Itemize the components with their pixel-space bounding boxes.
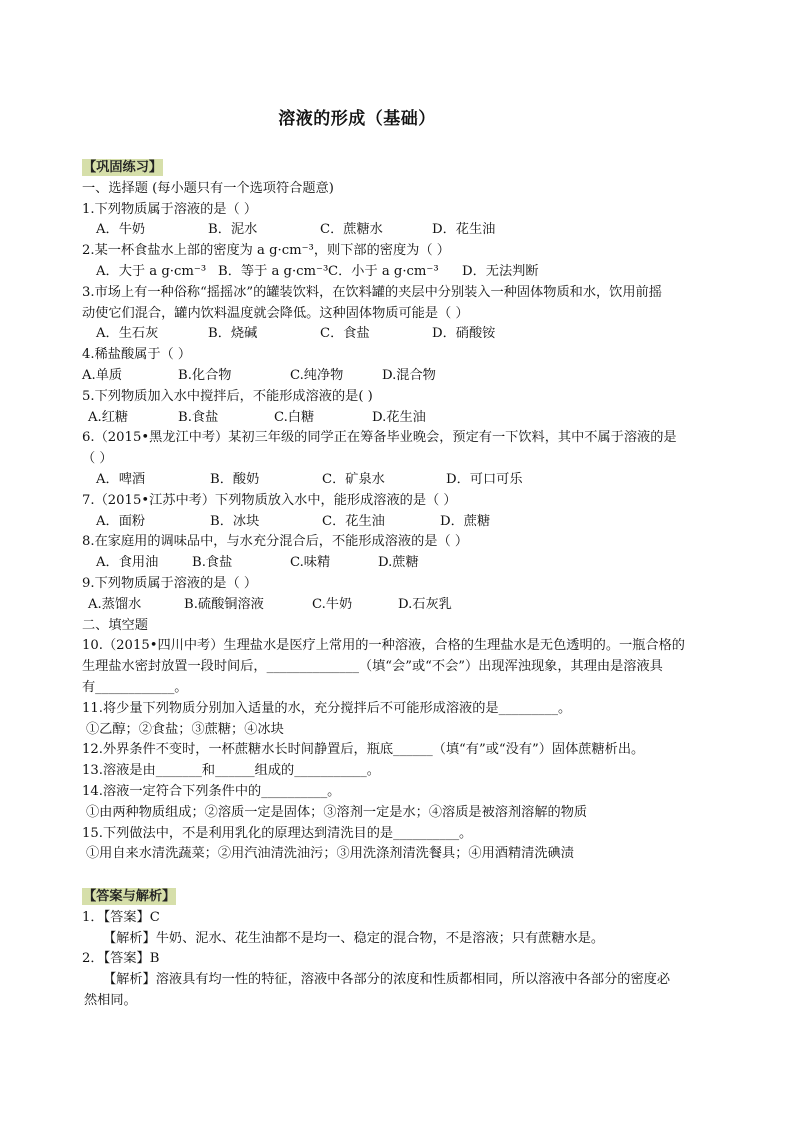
- practice-tag: 【巩固练习】: [83, 160, 163, 175]
- question-11-items: ①乙醇；②食盐；③蔗糖；④冰块: [86, 721, 284, 737]
- question-6-line-2: （ ）: [82, 451, 113, 467]
- option-d: D．硝酸铵: [432, 326, 496, 342]
- question-9-options: [82, 595, 722, 616]
- option-b: B.食盐: [192, 555, 233, 571]
- question-7-options: [82, 512, 722, 533]
- option-a: A．面粉: [96, 513, 146, 529]
- question-14-items: ①由两种物质组成；②溶质一定是固体；③溶剂一定是水；④溶质是被溶剂溶解的物质: [86, 804, 588, 820]
- question-9: 9.下列物质属于溶液的是（ ）: [82, 575, 258, 591]
- answer-1-analysis: 【解析】牛奶、泥水、花生油都不是均一、稳定的混合物，不是溶液；只有蔗糖水是。: [103, 930, 605, 946]
- option-d: D．可口可乐: [446, 471, 523, 487]
- option-c: C．小于 a g·cm⁻³: [328, 263, 439, 279]
- question-3-line-1: 3.市场上有一种俗称“摇摇冰”的罐装饮料，在饮料罐的夹层中分别装入一种固体物质和水，饮用前摇: [82, 284, 662, 300]
- option-b: B．泥水: [208, 222, 258, 238]
- option-b: B．冰块: [210, 513, 260, 529]
- option-a: A.蒸馏水: [88, 596, 142, 612]
- option-c: C.白糖: [274, 409, 315, 425]
- question-10-line-2: 生理盐水密封放置一段时间后，______________（填“会”或“不会”）出现浑浊现象，其理由是溶液具: [82, 659, 663, 675]
- option-c: C．花生油: [322, 513, 385, 529]
- question-5: 5.下列物质加入水中搅拌后，不能形成溶液的是( ): [82, 388, 373, 404]
- answers-tag: 【答案与解析】: [83, 889, 176, 905]
- question-13: 13.溶液是由_______和______组成的___________。: [82, 763, 380, 779]
- question-12: 12.外界条件不变时，一杯蔗糖水长时间静置后，瓶底______（填“有”或“没有”）固体蔗糖析出。: [82, 742, 645, 758]
- option-a: A．啤酒: [96, 471, 146, 487]
- question-15-items: ①用自来水清洗蔬菜；②用汽油清洗油污；③用洗涤剂清洗餐具；④用酒精清洗碘渍: [86, 846, 574, 862]
- question-10-line-1: 10.（2015•四川中考）生理盐水是医疗上常用的一种溶液，合格的生理盐水是无色透明的。一瓶合格的: [82, 638, 685, 654]
- option-b: B．烧碱: [208, 326, 258, 342]
- question-15: 15.下列做法中，不是利用乳化的原理达到清洗目的是__________。: [82, 825, 473, 841]
- option-d: D．蔗糖: [440, 513, 491, 529]
- option-d: D．花生油: [432, 222, 496, 238]
- question-1-options: [82, 220, 722, 241]
- option-c: C.味精: [290, 555, 331, 571]
- question-1: 1.下列物质属于溶液的是（ ）: [82, 201, 258, 217]
- option-d: D.石灰乳: [398, 596, 452, 612]
- page-title: 溶液的形成（基础）: [278, 109, 436, 129]
- question-8-options: [82, 553, 722, 574]
- question-3-line-2: 动使它们混合，罐内饮料温度就会降低。这种固体物质可能是（ ）: [82, 305, 469, 321]
- option-b: B．等于 a g·cm⁻³: [218, 263, 329, 279]
- question-2: 2.某一杯食盐水上部的密度为 a g·cm⁻³，则下部的密度为（ ）: [82, 243, 450, 259]
- question-4: 4.稀盐酸属于（ ）: [82, 347, 192, 363]
- option-c: C．矿泉水: [322, 471, 385, 487]
- question-8: 8.在家庭用的调味品中，与水充分混合后，不能形成溶液的是（ ）: [82, 534, 469, 550]
- question-6-options: [82, 470, 722, 491]
- option-d: D.蔗糖: [378, 555, 419, 571]
- option-a: A．生石灰: [96, 326, 159, 342]
- option-a: A．牛奶: [96, 222, 146, 238]
- option-b: B.硫酸铜溶液: [184, 596, 264, 612]
- answer-2-key: 2．【答案】B: [82, 951, 160, 967]
- question-10-line-3: 有____________。: [82, 679, 188, 695]
- option-a: A．大于 a g·cm⁻³: [96, 263, 207, 279]
- question-6-line-1: 6.（2015•黑龙江中考）某初三年级的同学正在筹备毕业晚会，预定有一下饮料，其中不属于溶液的是: [82, 430, 677, 446]
- question-14: 14.溶液一定符合下列条件中的__________。: [82, 783, 341, 799]
- option-a: A.红糖: [88, 409, 129, 425]
- answer-1-key: 1．【答案】C: [82, 909, 160, 925]
- option-c: C．蔗糖水: [320, 222, 383, 238]
- question-5-options: [82, 408, 722, 429]
- section-heading-choice: 一、选择题 (每小题只有一个选项符合题意): [82, 180, 334, 196]
- option-b: B.化合物: [178, 367, 232, 383]
- answer-2-analysis-line-1: 【解析】溶液具有均一性的特征，溶液中各部分的浓度和性质都相同，所以溶液中各部分的密度必: [103, 972, 671, 988]
- question-7: 7.（2015•江苏中考）下列物质放入水中，能形成溶液的是（ ）: [82, 492, 457, 508]
- option-a: A．食用油: [96, 555, 159, 571]
- answer-2-analysis-line-2: 然相同。: [84, 993, 137, 1009]
- section-heading-fill: 二、填空题: [82, 617, 148, 633]
- option-b: B.食盐: [178, 409, 219, 425]
- option-d: D.花生油: [372, 409, 426, 425]
- option-a: A.单质: [82, 367, 123, 383]
- option-b: B．酸奶: [210, 471, 260, 487]
- question-2-options: [82, 262, 722, 283]
- question-11: 11.将少量下列物质分别加入适量的水，充分搅拌后不可能形成溶液的是_________。: [82, 700, 572, 716]
- question-4-options: [82, 366, 722, 387]
- option-c: C．食盐: [320, 326, 370, 342]
- option-d: D．无法判断: [462, 263, 539, 279]
- option-c: C.牛奶: [312, 596, 353, 612]
- question-3-options: [82, 324, 722, 345]
- document-body: [82, 158, 722, 1012]
- option-d: D.混合物: [382, 367, 436, 383]
- option-c: C.纯净物: [290, 367, 344, 383]
